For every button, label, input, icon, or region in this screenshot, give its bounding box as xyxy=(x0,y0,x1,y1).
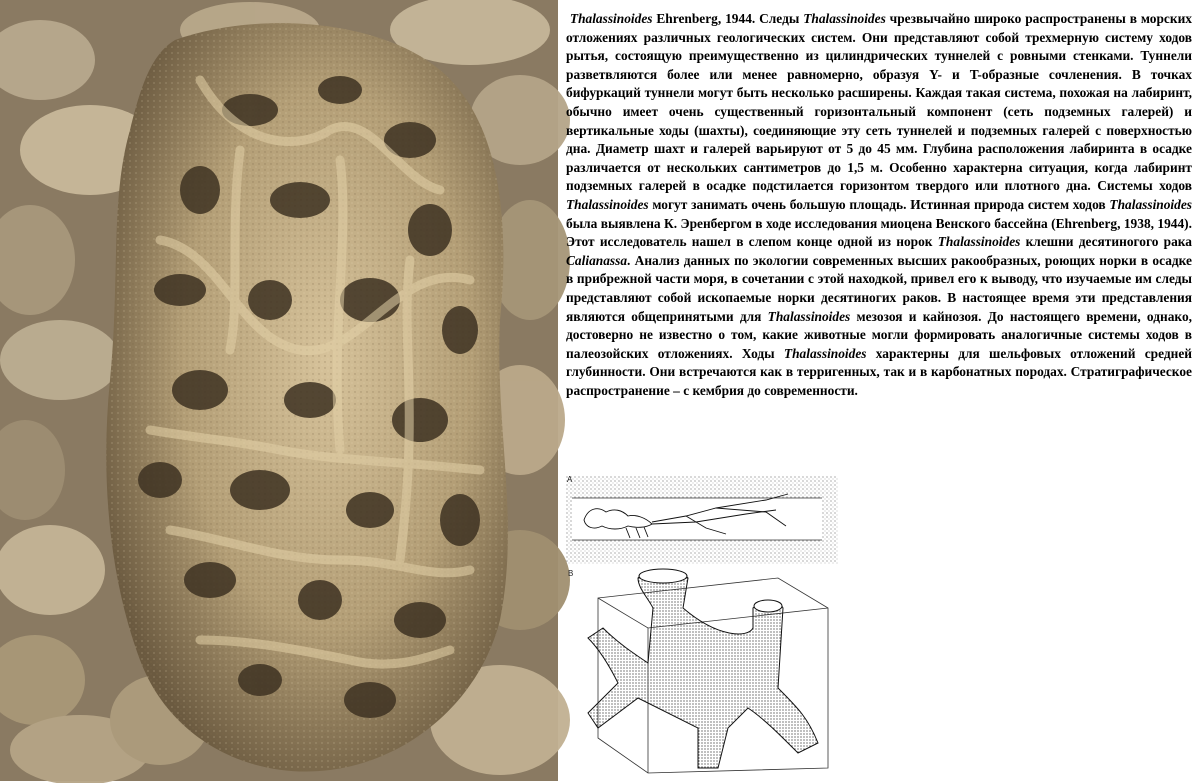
text-segment: клешни десятиногого рака xyxy=(1020,234,1192,250)
description-text xyxy=(566,10,1192,400)
figure-a-label: A xyxy=(567,475,573,484)
genus-name: Thalassinoides xyxy=(783,345,867,361)
description-paragraph xyxy=(566,10,1192,400)
text-segment: могут занимать очень большую площадь. Истинная природа систем ходов xyxy=(648,196,1110,212)
text-segment: мезозоя и кайнозоя. До настоящего времени, однако, достоверно не известно о том, какие животные могли формировать аналогичные системы ходов в палеозойских отложениях. Ходы xyxy=(566,308,1192,361)
text-segment: Ehrenberg, 1944. Следы xyxy=(652,11,804,26)
shrimp-drawing xyxy=(566,472,838,564)
burrow-3d-drawing xyxy=(568,568,838,778)
text-segment: была выявлена К. Эренбергом в ходе исследования миоцена Венского бассейна (Ehrenberg, 1938, 1944). Этот исследователь нашел в слепом конце одной из норок xyxy=(566,215,1192,250)
fossil-photo xyxy=(0,0,558,781)
genus-name: Thalassinoides xyxy=(937,234,1021,250)
figure-a-shrimp-illustration xyxy=(566,472,838,564)
figure-b-label: B xyxy=(568,569,574,578)
text-segment: . Анализ данных по экологии современных высших ракообразных, роющих норки в осадке в прибрежной части моря, в сочетании с этой находкой, привел его к выводу, что изучаемые им следы представляют собой ископаемые норки десятиногих раков. В настоящее время эти представления являются общепринятыми для xyxy=(566,252,1192,324)
genus-name: Thalassinoides xyxy=(569,11,653,26)
figure-b-burrow-system-illustration xyxy=(568,568,838,778)
text-segment: характерны для шельфовых отложений средней глубинности. Они встречаются как в терригенных, так и в карбонатных породах. Стратиграфическое распространение – с кембрия до современности. xyxy=(566,345,1192,398)
thalassinoides-fossil-image xyxy=(0,0,558,781)
text-segment: чрезвычайно широко распространены в морских отложениях различных геологических систем. Они представляют собой трехмерную систему ходов рытья, состоящую преимущественно из цилиндрических туннелей с ровными стенками. Туннели разветвляются более или менее равномерно, образуя Y- и T-образные сочленения. В точках бифуркаций туннели могут быть несколько расширены. Каждая такая система, похожая на лабиринт, обычно имеет очень существенный горизонтальный компонент (сеть подземных галерей) и вертикальные ходы (шахты), соединяющие эту сеть туннелей и подземных галерей с поверхностью дна. Диаметр шахт и галерей варьируют от 5 до 45 мм. Глубина расположения лабиринта в осадке различается от нескольких сантиметров до 1,5 м. Особенно характерна ситуация, когда лабиринт подземных галерей в осадке подстилается горизонтом твердого или плотного дна. Системы ходов xyxy=(566,11,1192,194)
genus-name: Thalassinoides xyxy=(767,308,851,324)
genus-name: Thalassinoides xyxy=(803,11,886,26)
genus-name: Calianassa xyxy=(566,252,628,268)
genus-name: Thalassinoides xyxy=(1109,196,1192,212)
genus-name: Thalassinoides xyxy=(566,196,649,212)
